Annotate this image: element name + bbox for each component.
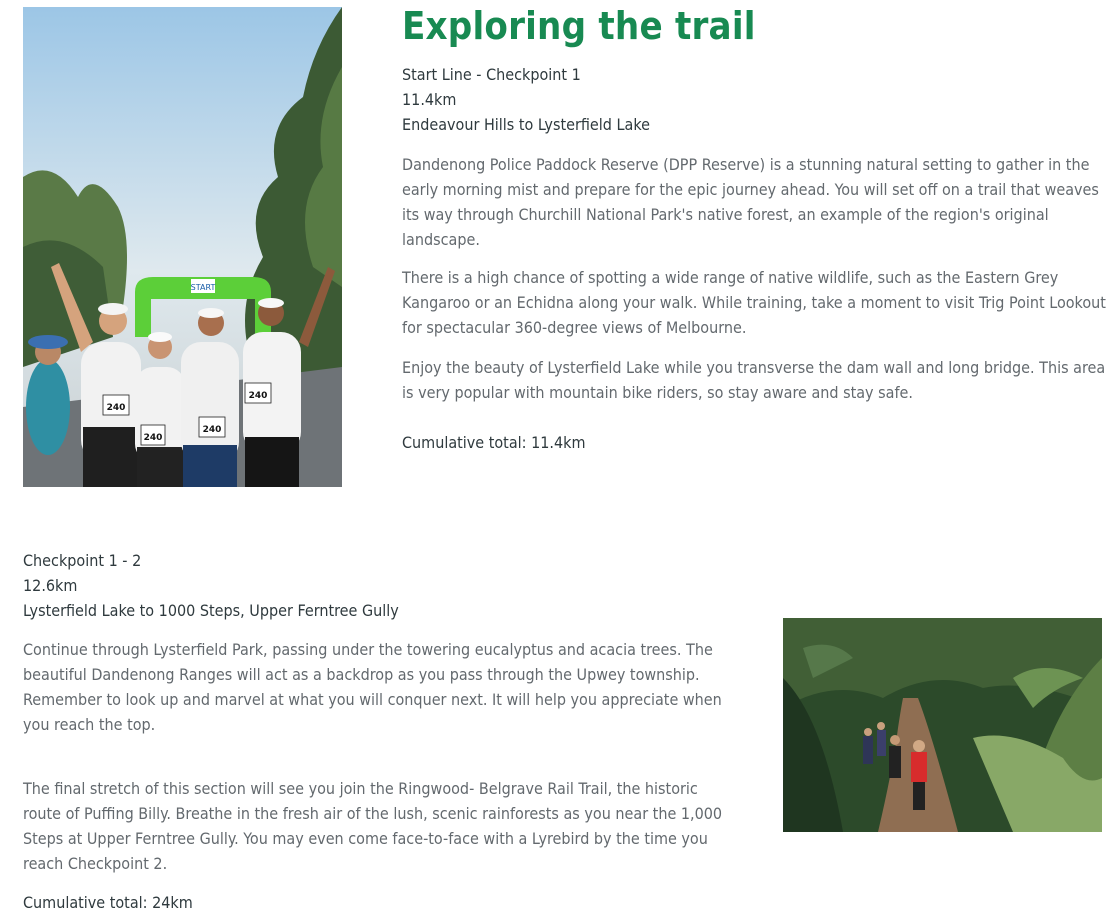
leg-name: Checkpoint 1 - 2: [23, 551, 142, 570]
forest-trail-photo: [783, 618, 1102, 832]
leg-1-paragraph: Dandenong Police Paddock Reserve (DPP Reserve) is a stunning natural setting to gather in the early morning mist and prepare for the epic journey ahead. You will set off on a trail that weaves its way through Churchill National Park's native forest, an example of the region's original landscape.: [402, 155, 1099, 249]
leg-1-details: [402, 62, 650, 137]
leg-1-paragraph: Enjoy the beauty of Lysterfield Lake while you transverse the dam wall and long bridge. This area is very popular with mountain bike riders, so stay aware and stay safe.: [402, 358, 1106, 402]
bib-number: 240: [202, 425, 222, 435]
leg-2-paragraph: Continue through Lysterfield Park, passing under the towering eucalyptus and acacia trees. The beautiful Dandenong Ranges will act as a backdrop as you pass through the Upwey township. Remember to look up and marvel at what you will conquer next. It will help you appreciate when you reach the top.: [23, 640, 722, 734]
start-line-photo: [23, 7, 342, 487]
leg-route: Endeavour Hills to Lysterfield Lake: [402, 115, 650, 134]
leg-name: Start Line - Checkpoint 1: [402, 65, 581, 84]
bib-number: 240: [106, 403, 126, 413]
leg-distance: 12.6km: [23, 576, 78, 595]
leg-2-paragraph: The final stretch of this section will see you join the Ringwood- Belgrave Rail Trail, the historic route of Puffing Billy. Breathe in the fresh air of the lush, scenic rainforests as you near the 1,000 Steps at Upper Ferntree Gully. You may even come face-to-face with a Lyrebird by the time you reach Checkpoint 2.: [23, 779, 723, 873]
page-title: Exploring the trail: [402, 4, 756, 48]
bib-number: 240: [143, 433, 163, 443]
leg-distance: 11.4km: [402, 90, 457, 109]
leg-2-details: [23, 548, 399, 623]
leg-1-paragraph: There is a high chance of spotting a wide range of native wildlife, such as the Eastern Grey Kangaroo or an Echidna along your walk. While training, take a moment to visit Trig Point Lookout for spectacular 360-degree views of Melbourne.: [402, 268, 1106, 337]
leg-route: Lysterfield Lake to 1000 Steps, Upper Ferntree Gully: [23, 601, 399, 620]
cumulative-total: Cumulative total: 24km: [23, 893, 193, 912]
bib-number: 240: [248, 391, 268, 401]
cumulative-total: Cumulative total: 11.4km: [402, 433, 586, 452]
arch-text: START: [190, 283, 216, 292]
